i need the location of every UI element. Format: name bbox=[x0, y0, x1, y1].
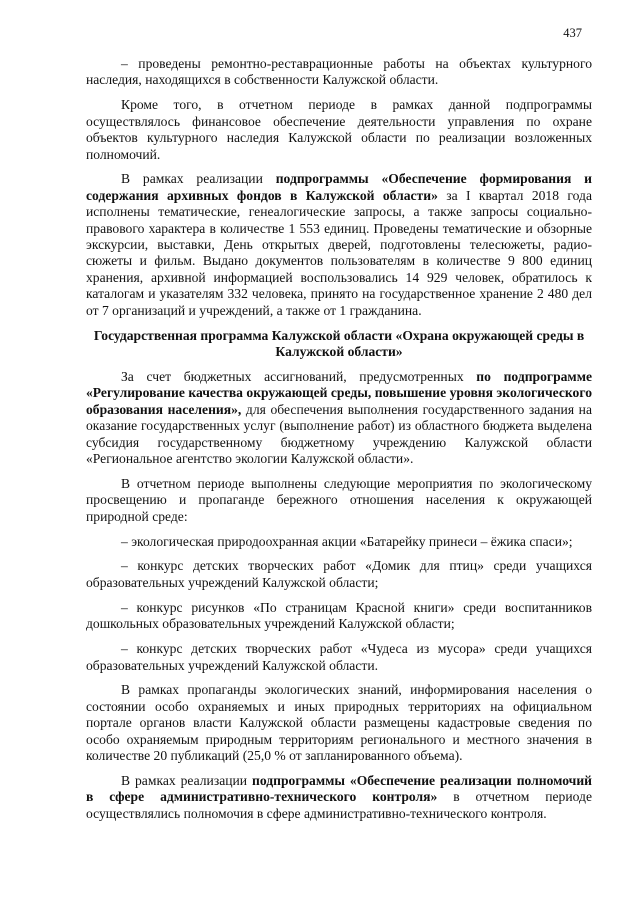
paragraph-technical-control bbox=[86, 773, 592, 822]
list-item-birdhouse-contest: – конкурс детских творческих работ «Домик для птиц» среди учащихся образовательных учреждений Калужской области; bbox=[86, 558, 592, 590]
environment-subprogram-title: по подпрограмме «Регулирование качества окружающей среды, повышение уровня экологического образования населения», bbox=[86, 368, 592, 417]
page-content bbox=[86, 56, 592, 831]
archive-intro-text: В рамках реализации bbox=[121, 171, 276, 187]
list-item-red-book-contest: – конкурс рисунков «По страницам Красной книги» среди воспитанников дошкольных образовательных учреждений Калужской области; bbox=[86, 599, 592, 632]
subsidy-details-text: для обеспечения выполнения государственного задания на оказание государственных услуг (выполнение работ) из областного бюджета выделена субсидия государственному бюджетному учреждению Калужской области «Региональное агентство экологии Калужской области». bbox=[86, 401, 592, 466]
paragraph-financial-support: Кроме того, в отчетном периоде в рамках данной подпрограммы осуществлялось финансовое обеспечение деятельности управления по охране объектов культурного наследия Калужской области по реализации возложенных полномочий. bbox=[86, 97, 592, 162]
section-heading-environment-program: Государственная программа Калужской области «Охрана окружающей среды в Калужской области» bbox=[93, 327, 585, 359]
control-subprogram-title: подпрограммы «Обеспечение реализации полномочий в сфере административно-технического контроля» bbox=[86, 772, 592, 805]
control-details-text: в отчетном периоде осуществлялись полномочия в сфере административно-технического контроля. bbox=[86, 789, 592, 821]
list-item-battery-action: – экологическая природоохранная акции «Батарейку принеси – ёжика спаси»; bbox=[121, 533, 573, 549]
paragraph-restoration-works: – проведены ремонтно-реставрационные работы на объектах культурного наследия, находящихся в собственности Калужской области. bbox=[86, 56, 592, 88]
paragraph-archive-subprogram bbox=[86, 171, 592, 319]
control-intro-text: В рамках реализации bbox=[121, 772, 253, 788]
archive-details-text: за I квартал 2018 года исполнены тематические, генеалогические запросы, а также запросы социально-правового характера в количестве 1 553 единиц. Проведены тематические и обзорные экскурсии, выставки, День открытых дверей, подготовлены телесюжеты, радио-сюжеты и фильм. Выдано документов пользователям в количестве 9 800 единиц хранения, архивной информацией воспользовались 14 929 человек, обратилось к каталогам и указателям 332 человека, принято на государственное хранение 2 480 дел от 7 организаций и учреждений, а также от 1 гражданина. bbox=[86, 187, 592, 318]
paragraph-environment-subsidy bbox=[86, 369, 592, 467]
page-number: 437 bbox=[563, 26, 582, 40]
list-item-waste-art-contest: – конкурс детских творческих работ «Чудеса из мусора» среди учащихся образовательных учреждений Калужской области. bbox=[86, 641, 592, 673]
paragraph-eco-propaganda: В рамках пропаганды экологических знаний, информирования населения о состоянии особо охраняемых и иных природных территориях на официальном портале органов власти Калужской области размещены кадастровые сведения по особо охраняемым природным территориям регионального и местного значения в количестве 20 публикаций (25,0 % от запланированного объема). bbox=[86, 682, 592, 764]
subsidy-intro-text: За счет бюджетных ассигнований, предусмотренных bbox=[121, 368, 477, 384]
paragraph-eco-activities-intro: В отчетном периоде выполнены следующие мероприятия по экологическому просвещению и пропаганде бережного отношения населения к окружающей природной среде: bbox=[86, 475, 592, 524]
archive-subprogram-title: подпрограммы «Обеспечение формирования и содержания архивных фондов в Калужской области» bbox=[86, 171, 592, 203]
